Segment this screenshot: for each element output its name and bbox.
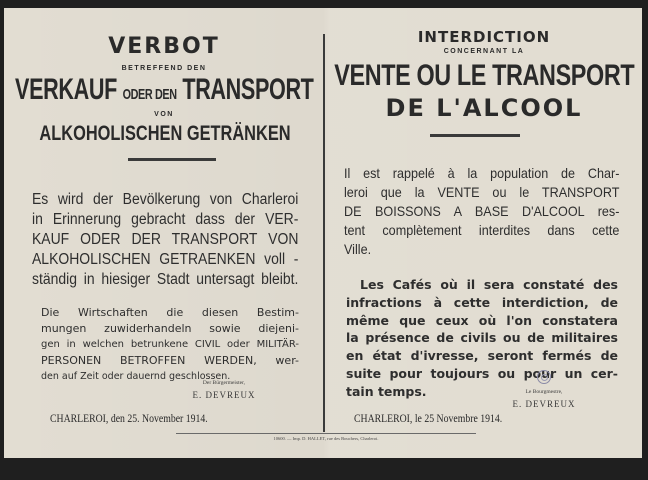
text-line: Es wird der Bevölkerung von Charleroi <box>32 191 299 208</box>
text-line: en état d'ivresse, seront fermés de <box>346 348 618 364</box>
printer-imprint: 10600. — Imp. D. HALLET, rue des Bouchers, Charleroi. <box>273 436 379 441</box>
text-line: ALKOHOLISCHEN GETRAENKEN voll - <box>32 251 299 268</box>
french-dateline: CHARLEROI, le 25 Novembre 1914. <box>354 413 503 425</box>
french-signature-name: E. DEVREUX <box>512 399 576 409</box>
text-line: in Erinnerung gebracht dass der VER- <box>32 211 299 228</box>
german-headline-transport: TRANSPORT <box>182 73 314 106</box>
german-title-rule <box>128 158 216 161</box>
german-signature-title: Der Bürgermeister, <box>202 380 246 386</box>
french-paragraph-2 <box>346 276 618 401</box>
text-line: Die Wirtschaften die diesen Bestim- <box>41 306 299 319</box>
text-line: suite pour toujours ou pour un cer- <box>346 365 618 381</box>
german-subtitle: BETREFFEND DEN <box>121 65 207 72</box>
column-divider <box>323 34 325 432</box>
french-title-rule <box>430 134 520 137</box>
text-line: Il est rappelé à la population de Char- <box>344 165 620 181</box>
french-signature-title: Le Bourgmestre, <box>525 389 563 395</box>
text-line: tent complètement interdites dans cette <box>344 222 620 238</box>
text-line: infractions à cette interdiction, de <box>346 294 618 310</box>
text-line: ständig in hiesiger Stadt untersagt bleibt. <box>32 271 299 288</box>
german-headline-line3: ALKOHOLISCHEN GETRÄNKEN <box>39 122 291 145</box>
french-subtitle: CONCERNANT LA <box>443 48 525 55</box>
text-line: DE BOISSONS A BASE D'ALCOOL res- <box>344 203 620 219</box>
text-line: tain temps. <box>346 383 427 399</box>
german-headline-connector: ODER DEN <box>122 86 177 103</box>
text-line: leroi que la VENTE ou le TRANSPORT <box>344 184 620 200</box>
german-headline <box>4 74 324 111</box>
german-paragraph-1 <box>32 190 298 290</box>
text-line: mungen zuwiderhandeln sowie diejeni- <box>41 322 299 335</box>
german-headline-verkauf: VERKAUF <box>14 73 117 106</box>
french-headline-line1: VENTE OU LE TRANSPORT <box>334 59 634 92</box>
text-line: gen in welchen betrunkene CIVIL oder MILITÄR- <box>41 339 299 350</box>
text-line: den auf Zeit oder dauernd geschlossen. <box>41 371 231 382</box>
german-signature-name: E. DEVREUX <box>192 390 256 400</box>
german-paragraph-2 <box>41 305 299 385</box>
german-dateline: CHARLEROI, den 25. November 1914. <box>50 413 208 425</box>
german-title: VERBOT <box>108 34 220 59</box>
poster-sheet <box>4 8 642 458</box>
text-line: Ville. <box>344 241 372 257</box>
german-connector-von: VON <box>154 111 174 118</box>
text-line: la présence de civils ou de militaires <box>346 330 618 346</box>
french-title: INTERDICTION <box>417 28 551 46</box>
french-headline-line2: DE L'ALCOOL <box>385 94 583 122</box>
text-line: PERSONEN BETROFFEN WERDEN, wer- <box>41 354 299 367</box>
municipal-seal-icon <box>537 370 551 384</box>
text-line: KAUF ODER DER TRANSPORT VON <box>32 231 299 248</box>
text-line: Les Cafés où il sera constaté des <box>360 277 618 292</box>
printer-rule <box>176 433 476 434</box>
text-line: même que ceux où l'on constatera <box>346 312 618 328</box>
french-paragraph-1 <box>344 164 619 259</box>
